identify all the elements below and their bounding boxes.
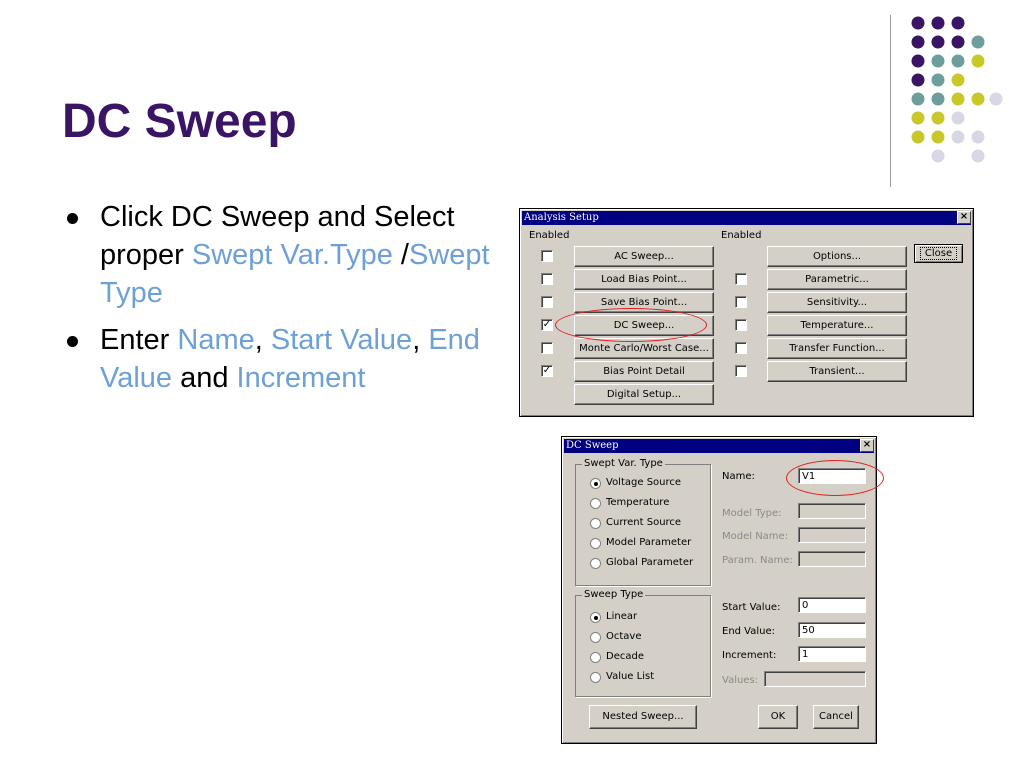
bullet-text: and	[172, 362, 237, 394]
parametric-enabled-checkbox[interactable]	[735, 273, 747, 285]
bullet-list	[70, 198, 490, 406]
options-button[interactable]: Options...	[767, 246, 907, 267]
analysis-setup-dialog	[519, 208, 974, 417]
model-parameter-radio[interactable]	[590, 538, 601, 549]
temperature-radio-label[interactable]: Temperature	[606, 497, 670, 508]
load-bias-point-button[interactable]: Load Bias Point...	[574, 269, 714, 290]
transient-button[interactable]: Transient...	[767, 361, 907, 382]
increment-label: Increment:	[722, 650, 777, 661]
bullet-text: ,	[412, 324, 429, 356]
highlight-ring-name	[786, 460, 884, 496]
decorative-dot	[952, 93, 965, 106]
sensitivity-enabled-checkbox[interactable]	[735, 296, 747, 308]
value-list-radio[interactable]	[590, 672, 601, 683]
ok-button[interactable]: OK	[758, 705, 798, 729]
dc-sweep-titlebar: DC Sweep	[564, 439, 874, 453]
decorative-dot	[972, 131, 985, 144]
decorative-dot	[912, 55, 925, 68]
bullet-item	[70, 321, 490, 397]
highlight-text: Increment	[236, 362, 366, 394]
bullet-text: Enter	[100, 324, 178, 356]
swept-var-type-label: Swept Var. Type	[584, 458, 663, 469]
enabled-label-left: Enabled	[529, 230, 570, 241]
bias-point-detail-button[interactable]: Bias Point Detail	[574, 361, 714, 382]
save-bias-point-button[interactable]: Save Bias Point...	[574, 292, 714, 313]
name-label: Name:	[722, 471, 755, 482]
linear-radio[interactable]	[590, 612, 601, 623]
highlight-text: Name	[177, 324, 255, 356]
octave-radio[interactable]	[590, 632, 601, 643]
start-value-label: Start Value:	[722, 602, 781, 613]
dc-sweep-enabled-checkbox[interactable]: ✓	[542, 319, 552, 330]
ac-sweep-button[interactable]: AC Sweep...	[574, 246, 714, 267]
swept-var-type-group	[575, 458, 711, 586]
decorative-dot	[912, 93, 925, 106]
bullet-dot-icon	[67, 213, 78, 224]
bullet-item	[70, 198, 490, 312]
voltage-source-radio[interactable]	[590, 478, 601, 489]
analysis-setup-close-icon[interactable]: ×	[957, 211, 971, 224]
decade-radio[interactable]	[590, 652, 601, 663]
parametric-button[interactable]: Parametric...	[767, 269, 907, 290]
decorative-dot	[972, 55, 985, 68]
temperature-radio[interactable]	[590, 498, 601, 509]
decorative-dot	[912, 36, 925, 49]
name-input[interactable]: V1	[798, 468, 866, 484]
decorative-dot	[932, 36, 945, 49]
value-list-radio-label[interactable]: Value List	[606, 671, 655, 682]
decorative-dot	[912, 74, 925, 87]
decorative-dot	[952, 74, 965, 87]
digital-setup-button[interactable]: Digital Setup...	[574, 384, 714, 405]
nested-sweep-button[interactable]: Nested Sweep...	[589, 705, 697, 729]
decorative-dot	[912, 131, 925, 144]
decorative-dot	[932, 55, 945, 68]
increment-input[interactable]: 1	[798, 646, 866, 662]
current-source-radio[interactable]	[590, 518, 601, 529]
dc-sweep-button[interactable]: DC Sweep...	[574, 315, 714, 336]
decorative-dot	[932, 17, 945, 30]
decorative-divider	[890, 15, 891, 187]
dc-sweep-close-icon[interactable]: ×	[860, 439, 874, 452]
start-value-input[interactable]: 0	[798, 597, 866, 613]
cancel-button[interactable]: Cancel	[813, 705, 859, 729]
decorative-dot	[952, 131, 965, 144]
decade-radio-label[interactable]: Decade	[606, 651, 644, 662]
load-bias-point-enabled-checkbox[interactable]	[541, 273, 553, 285]
model-type-label: Model Type:	[722, 508, 782, 519]
sensitivity-button[interactable]: Sensitivity...	[767, 292, 907, 313]
highlight-text: End Value	[100, 324, 480, 394]
save-bias-point-enabled-checkbox[interactable]	[541, 296, 553, 308]
model-type-input[interactable]	[798, 503, 866, 519]
enabled-label-right: Enabled	[721, 230, 762, 241]
param-name-input[interactable]	[798, 551, 866, 567]
close-button-label: Close	[920, 247, 957, 260]
end-value-label: End Value:	[722, 626, 776, 637]
close-button[interactable]	[914, 244, 963, 263]
voltage-source-radio-label[interactable]: Voltage Source	[606, 477, 682, 488]
bullet-text: Click DC Sweep and Select proper	[100, 201, 455, 271]
bullet-text: ,	[254, 324, 271, 356]
sweep-type-group	[575, 589, 711, 697]
decorative-dot	[932, 74, 945, 87]
temperature-button[interactable]: Temperature...	[767, 315, 907, 336]
linear-radio-label[interactable]: Linear	[606, 611, 638, 622]
bias-point-detail-enabled-checkbox[interactable]: ✓	[542, 365, 552, 376]
sweep-type-label: Sweep Type	[584, 589, 644, 600]
decorative-dot	[990, 93, 1003, 106]
global-parameter-radio-label[interactable]: Global Parameter	[606, 557, 694, 568]
analysis-setup-titlebar: Analysis Setup	[522, 211, 971, 225]
decorative-dot	[932, 131, 945, 144]
ac-sweep-enabled-checkbox[interactable]	[541, 250, 553, 262]
highlight-ring-dc-sweep	[555, 308, 707, 342]
global-parameter-radio[interactable]	[590, 558, 601, 569]
param-name-label: Param. Name:	[722, 555, 793, 566]
decorative-dot	[952, 17, 965, 30]
decorative-dot	[972, 36, 985, 49]
monte-carlo-worst-case-enabled-checkbox[interactable]	[541, 342, 553, 354]
slide-title: DC Sweep	[62, 95, 297, 148]
octave-radio-label[interactable]: Octave	[606, 631, 642, 642]
dc-sweep-dialog	[561, 436, 877, 744]
values-input[interactable]	[764, 671, 866, 687]
decorative-dot	[932, 93, 945, 106]
decorative-dot	[932, 150, 945, 163]
highlight-text: Swept Var.Type	[191, 239, 393, 271]
transfer-function-enabled-checkbox[interactable]	[735, 342, 747, 354]
decorative-dot	[912, 17, 925, 30]
highlight-text: Start Value	[270, 324, 413, 356]
transfer-function-button[interactable]: Transfer Function...	[767, 338, 907, 359]
decorative-dot	[952, 36, 965, 49]
transient-enabled-checkbox[interactable]	[735, 365, 747, 377]
decorative-dot	[972, 150, 985, 163]
bullet-text: /	[392, 239, 409, 271]
bullet-dot-icon	[67, 336, 78, 347]
decorative-dot	[952, 112, 965, 125]
model-parameter-radio-label[interactable]: Model Parameter	[606, 537, 692, 548]
decorative-dot	[972, 93, 985, 106]
end-value-input[interactable]: 50	[798, 622, 866, 638]
model-name-input[interactable]	[798, 527, 866, 543]
decorative-dot	[932, 112, 945, 125]
temperature-enabled-checkbox[interactable]	[735, 319, 747, 331]
model-name-label: Model Name:	[722, 531, 789, 542]
decorative-dot	[912, 112, 925, 125]
highlight-text: Swept Type	[100, 239, 490, 309]
current-source-radio-label[interactable]: Current Source	[606, 517, 682, 528]
monte-carlo-worst-case-button[interactable]: Monte Carlo/Worst Case...	[574, 338, 714, 359]
decorative-dot	[952, 55, 965, 68]
values-label: Values:	[722, 675, 759, 686]
